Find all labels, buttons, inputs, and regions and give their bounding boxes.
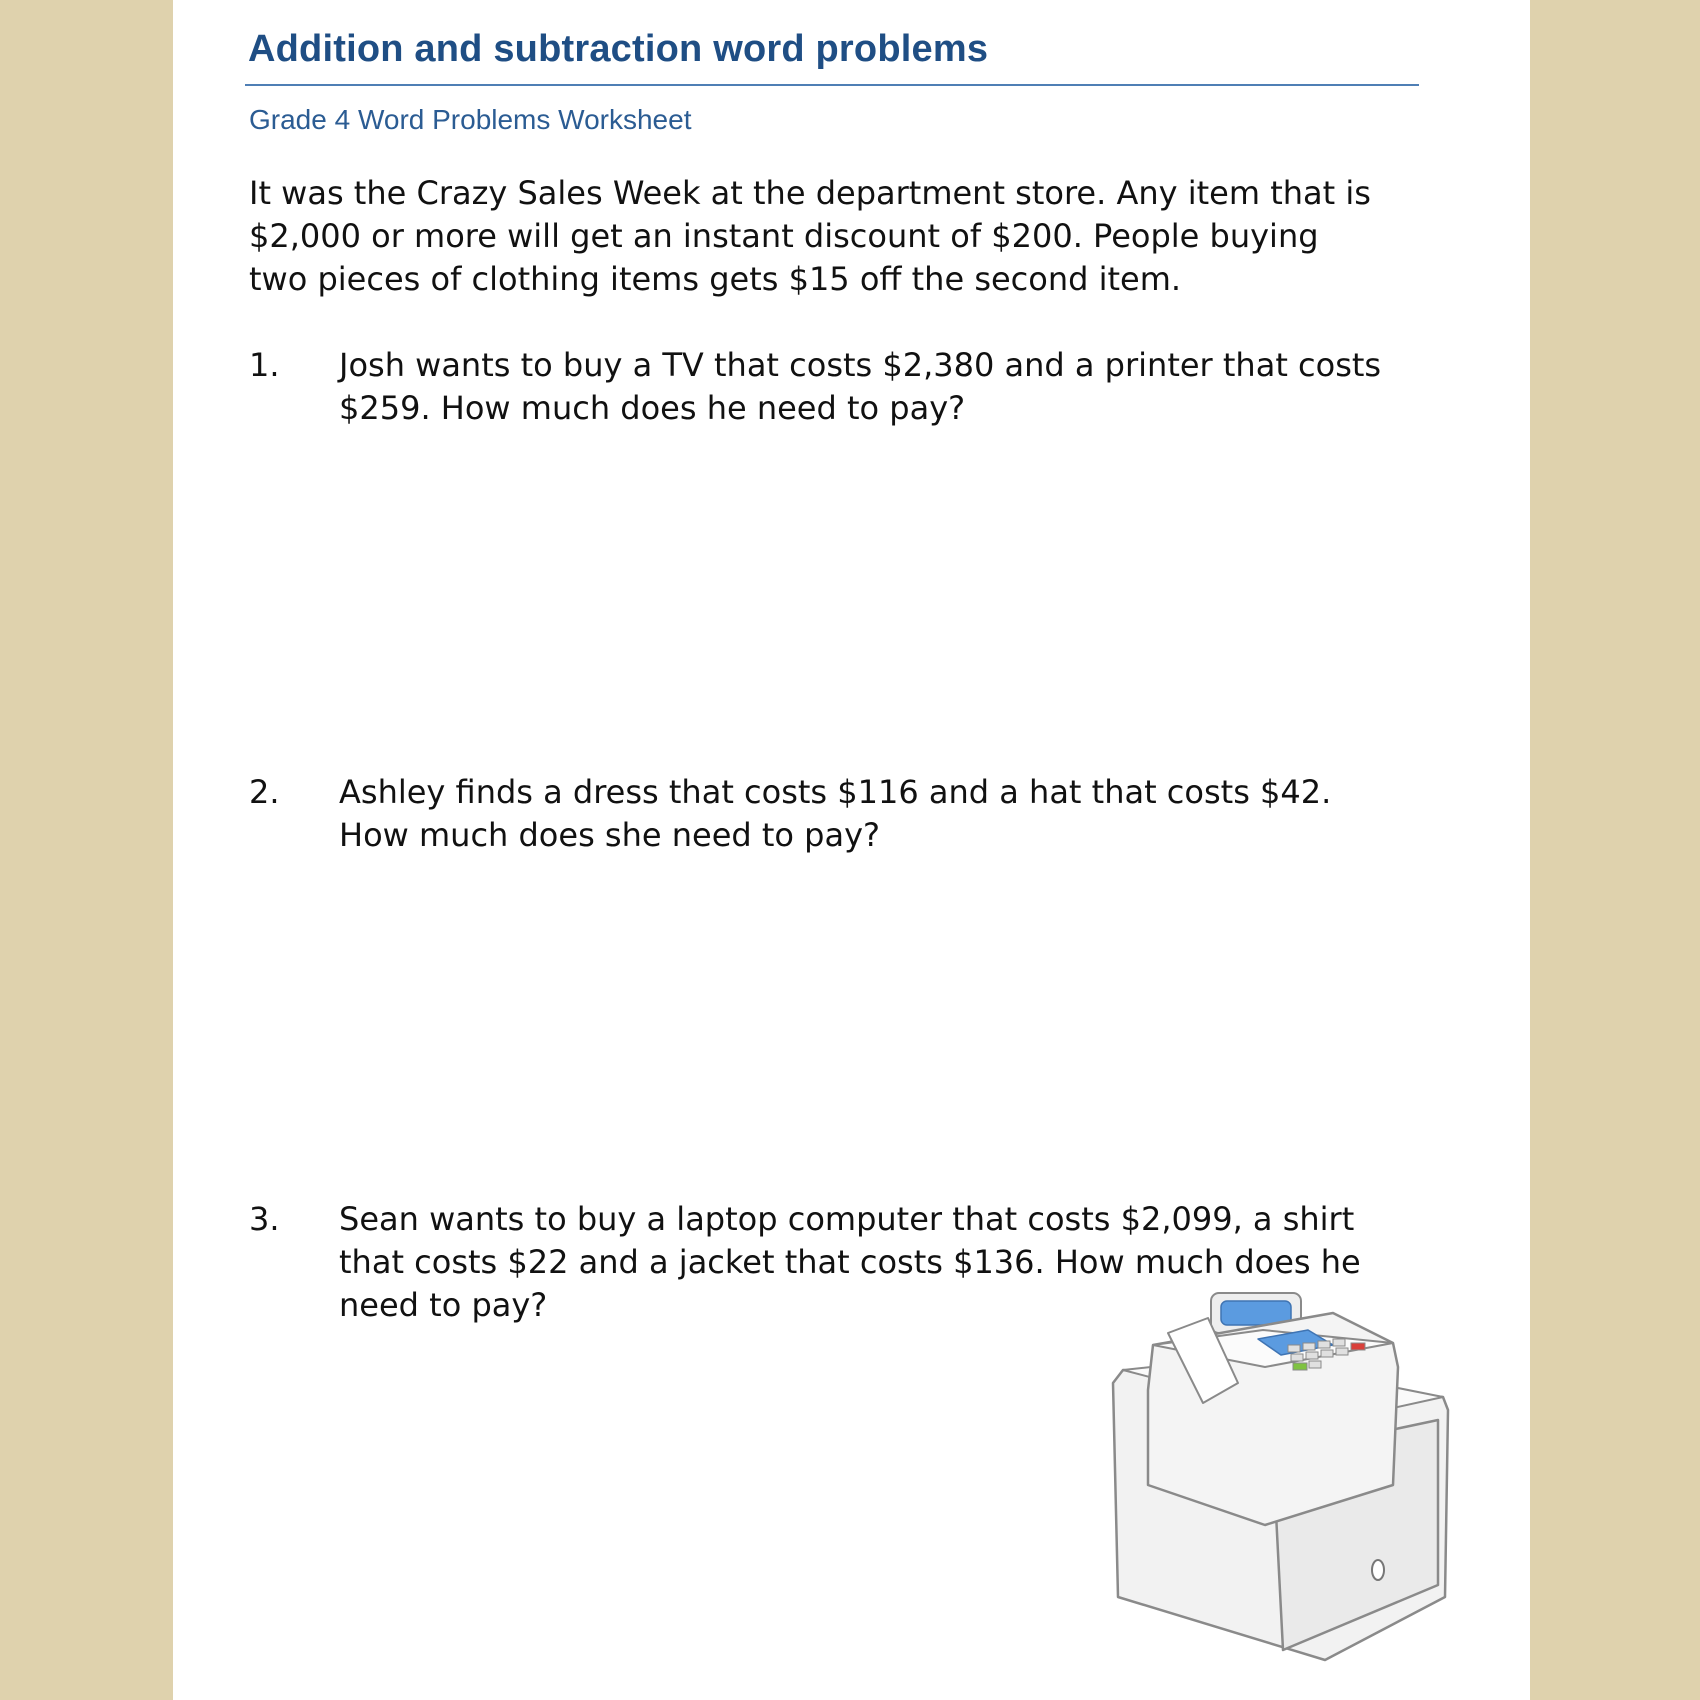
page-subtitle: Grade 4 Word Problems Worksheet bbox=[249, 104, 692, 135]
problem-line: Sean wants to buy a laptop computer that costs $2,099, a shirt bbox=[339, 1200, 1355, 1238]
problem-line: that costs $22 and a jacket that costs $136. How much does he bbox=[339, 1243, 1361, 1281]
problem-line: $259. How much does he need to pay? bbox=[339, 389, 966, 427]
register-lock-icon bbox=[1372, 1560, 1384, 1580]
problem-line: How much does she need to pay? bbox=[339, 816, 880, 854]
intro-paragraph bbox=[249, 172, 1439, 301]
worksheet-page bbox=[173, 0, 1530, 1700]
cash-register-icon bbox=[1093, 1285, 1473, 1680]
title-divider bbox=[245, 84, 1419, 86]
problem-text bbox=[339, 771, 1449, 857]
problem-line: Ashley finds a dress that costs $116 and a hat that costs $42. bbox=[339, 773, 1332, 811]
page-title: Addition and subtraction word problems bbox=[248, 28, 989, 70]
problem-line: Josh wants to buy a TV that costs $2,380 and a printer that costs bbox=[339, 346, 1382, 384]
intro-line: two pieces of clothing items gets $15 off the second item. bbox=[249, 260, 1182, 298]
problem-number: 3. bbox=[249, 1200, 280, 1238]
intro-line: $2,000 or more will get an instant discount of $200. People buying bbox=[249, 217, 1319, 255]
problem-number: 1. bbox=[249, 346, 280, 384]
problem-number: 2. bbox=[249, 773, 280, 811]
problem-text bbox=[339, 344, 1449, 430]
problem-line: need to pay? bbox=[339, 1286, 548, 1324]
intro-line: It was the Crazy Sales Week at the department store. Any item that is bbox=[249, 174, 1371, 212]
